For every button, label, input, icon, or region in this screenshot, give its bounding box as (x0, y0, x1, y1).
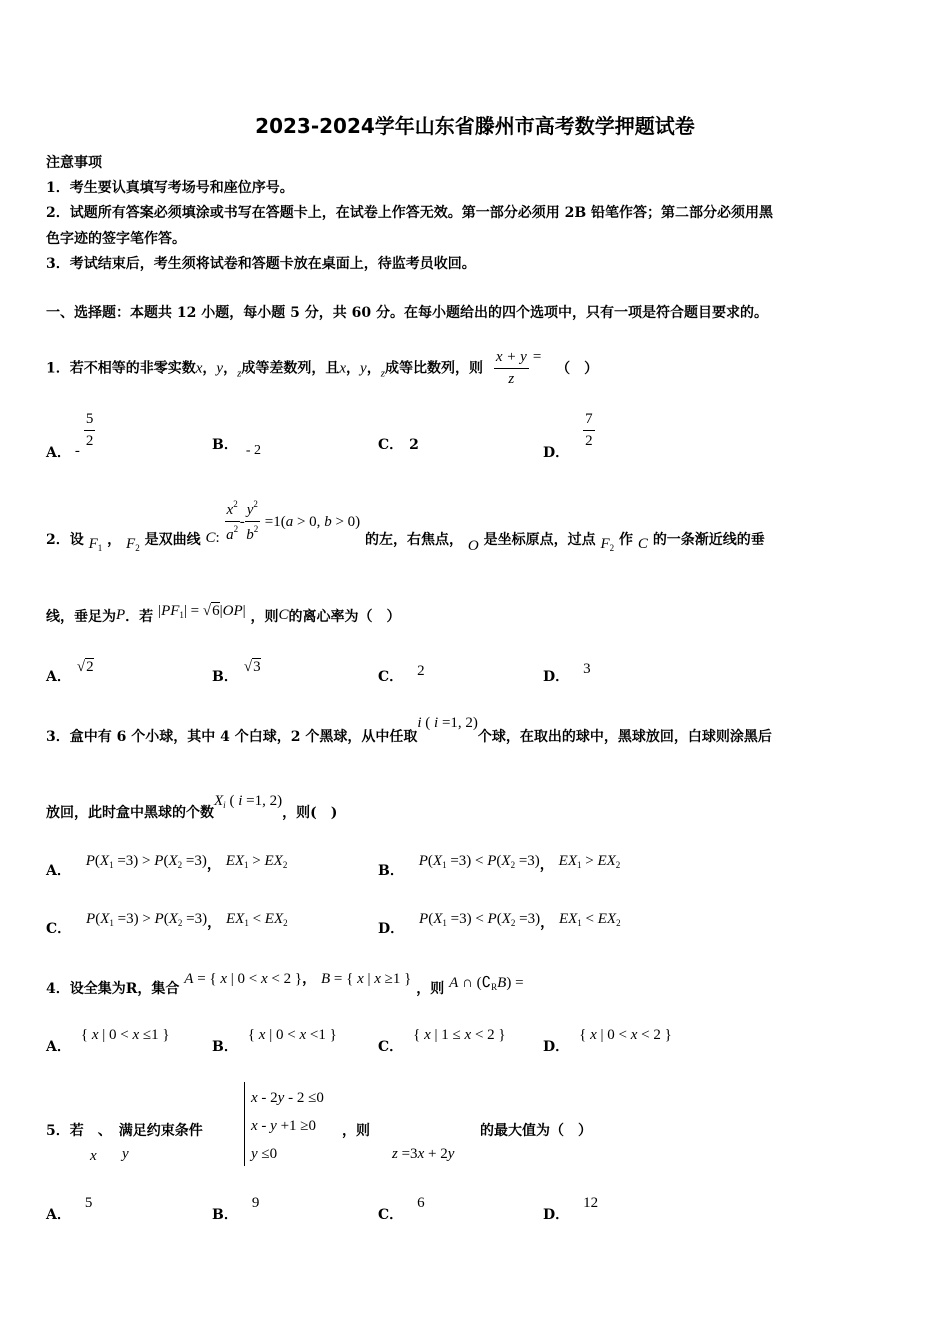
question-5-stem: 5．若 、 满足约束条件 (46, 1123, 203, 1139)
q1-option-b: B． - 2 (212, 437, 262, 458)
q1-option-c: C． 2 (378, 437, 419, 453)
question-3-stem-cont: 放回，此时盒中黑球的个数$X_i$ ( i =1, 2)，则( ) (46, 793, 338, 821)
notice-item: 1．考生要认真填写考场号和座位序号。 (46, 180, 294, 196)
q5-option-d: D．12 (543, 1195, 599, 1223)
q3-option-d: D． $P(X_1 =3) < P(X_2 =3)$， $EX_1 < EX_2$ (378, 911, 621, 937)
q1-option-d: D． $\frac{7}{2}$ (543, 411, 593, 461)
formula-fraction: $\frac{x + y}{z}$ (495, 349, 527, 387)
objective-function: z =3x + 2y (392, 1146, 455, 1162)
q5-option-a: A．5 (46, 1195, 93, 1223)
q4-option-a: A．{ x | 0 < x ≤1 } (46, 1027, 170, 1055)
q4-option-d: D．{ x | 0 < x < 2 } (543, 1027, 672, 1055)
variable-y: y (122, 1146, 129, 1162)
q3-option-a: A． $P(X_1 =3) > P(X_2 =3)$， $EX_1 > EX_2$ (46, 853, 288, 879)
question-1-stem: 1．若不相等的非零实数x，y，$_z$成等差数列，且x，y，$_z$成等比数列，则 $\frac{x + y}{z}$ = （ ） (46, 348, 599, 387)
constraint-brace (244, 1082, 245, 1166)
notice-item: 2．试题所有答案必须填涂或书写在答题卡上，在试卷上作答无效。第一部分必须用 2B 铅笔作答；第二部分必须用黑 (46, 205, 774, 221)
section-heading: 一、选择题：本题共 12 小题，每小题 5 分，共 60 分。在每小题给出的四个选项中，只有一项是符合题目要求的。 (46, 305, 768, 321)
q2-option-b: B．√3 (212, 659, 261, 685)
q1-option-a: A． - $\frac{5}{2}$ (46, 411, 94, 461)
q2-option-a: A．√2 (46, 659, 94, 685)
page-title: 2023-2024学年山东省滕州市高考数学押题试卷 (255, 114, 695, 138)
constraint-system: x - 2y - 2 ≤0 x - y +1 ≥0 y ≤0 (251, 1090, 324, 1162)
q4-option-c: C．{ x | 1 ≤ x < 2 } (378, 1027, 506, 1055)
notice-item: 色字迹的签字笔作答。 (46, 231, 186, 247)
notice-heading: 注意事项 (46, 155, 102, 171)
q2-option-c: C． 2 (378, 663, 425, 685)
question-4-stem: 4．设全集为R，集合 A = { x | 0 < x < 2 }， B = { x | x ≥1 } ，则 A ∩ $(∁_RB)$ = (46, 971, 524, 997)
q4-option-b: B．{ x | 0 < x <1 } (212, 1027, 337, 1055)
question-3-stem: 3．盒中有 6 个小球，其中 4 个白球，2 个黑球，从中任取i ( i =1, 2)个球，在取出的球中，黑球放回，白球则涂黑后 (46, 715, 772, 745)
question-5-tail: 的最大值为（ ） (480, 1123, 592, 1139)
q3-option-b: B． $P(X_1 =3) < P(X_2 =3)$， $EX_1 > EX_2$ (378, 853, 621, 879)
q5-option-b: B．9 (212, 1195, 260, 1223)
q3-option-c: C． $P(X_1 =3) > P(X_2 =3)$， $EX_1 < EX_2$ (46, 911, 288, 937)
q5-option-c: C．6 (378, 1195, 425, 1223)
question-2-stem: 2．设 $F_1$ ， $F_2$ 是双曲线 C: $\frac{x^2}{a^2}$ - $\frac{y^2}{b^2}$ =1(a > 0, b > 0) 的左，右焦点， O 是坐标原点，过点 $F_2$ 作 C 的一条渐近线的垂 (46, 499, 765, 554)
question-5-then: ，则 (342, 1123, 370, 1139)
notice-item: 3．考试结束后，考生须将试卷和答题卡放在桌面上，待监考员收回。 (46, 256, 476, 272)
q2-option-d: D． 3 (543, 661, 591, 685)
question-2-stem-cont: 线，垂足为P．若 $|PF_1| = √6|OP|$ ，则C的离心率为（ ） (46, 603, 401, 625)
variable-x: x (90, 1148, 97, 1164)
